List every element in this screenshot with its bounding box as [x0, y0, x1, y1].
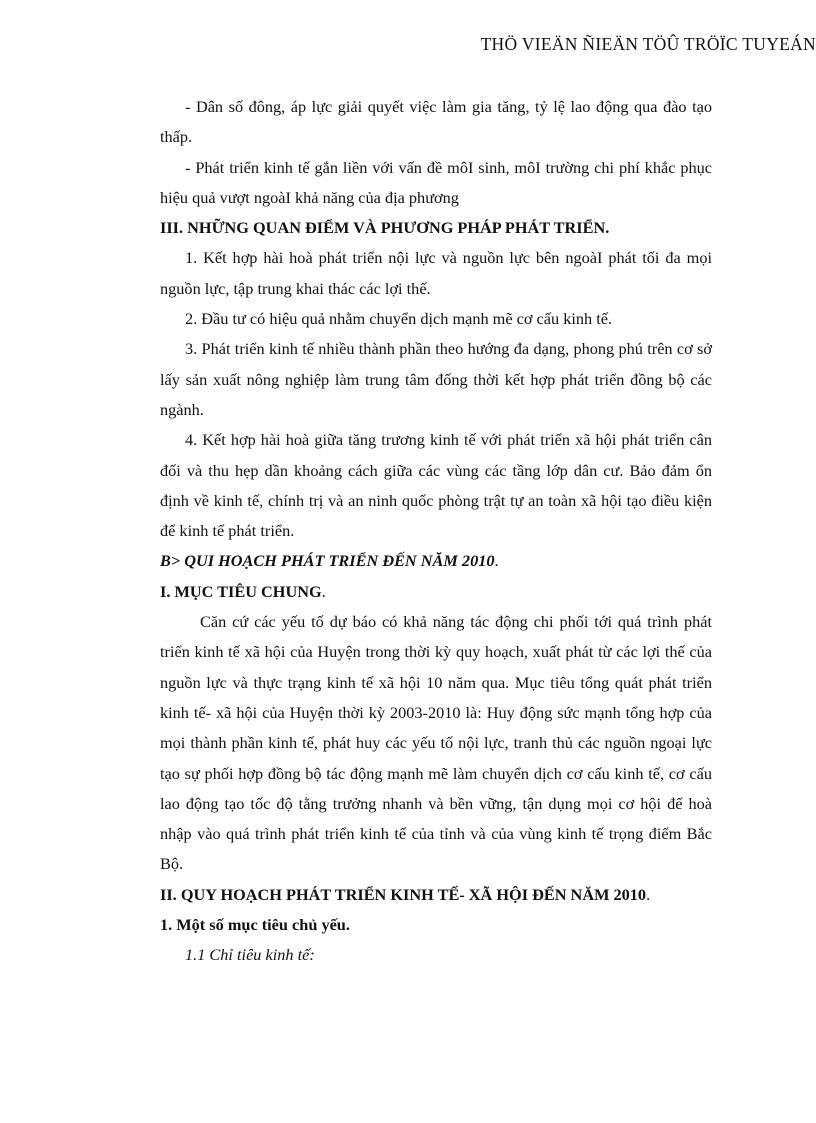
- heading-section-ii-dot: .: [646, 884, 651, 904]
- list-item-1: 1. Kết hợp hài hoà phát triển nội lực và nguồn lực bên ngoàI phát tối đa mọi nguồn lực, tập trung khai thác các lợi thế.: [160, 248, 712, 298]
- heading-section-iii: III. NHỮNG QUAN ĐIỂM VÀ PHƯƠNG PHÁP PHÁT TRIỂN.: [160, 218, 610, 238]
- heading-subsection-1-1: 1.1 Chỉ tiêu kinh tế:: [185, 945, 315, 965]
- heading-section-b-text: B> QUI HOẠCH PHÁT TRIỂN ĐẾN NĂM 2010: [160, 551, 495, 571]
- heading-section-b-dot: .: [494, 551, 499, 571]
- paragraph-population: - Dân số đông, áp lực giải quyết việc làm gia tăng, tỷ lệ lao động qua đào tạo thấp.: [160, 97, 712, 147]
- heading-subsection-1: 1. Một số mục tiêu chủ yếu.: [160, 915, 350, 935]
- paragraph-environment: - Phát triển kinh tế gắn liền với vấn đề môI sinh, môI trường chi phí khắc phục hiệu quả vượt ngoàI khả năng của địa phương: [160, 157, 712, 207]
- heading-section-ii: [160, 880, 712, 910]
- document-body: [160, 92, 712, 971]
- list-item-2: 2. Đầu tư có hiệu quả nhằm chuyển dịch mạnh mẽ cơ cấu kinh tế.: [185, 309, 613, 329]
- list-item-4: 4. Kết hợp hài hoà giữa tăng trương kinh tế với phát triển xã hội phát triển cân đối và thu hẹp dần khoảng cách giữa các vùng các tầng lớp dân cư. Bảo đảm ổn định về kinh tế, chính trị và an ninh quốc phòng trật tự an toàn xã hội tạo điều kiện để kinh tế phát triển.: [160, 430, 712, 541]
- heading-section-b: [160, 546, 712, 576]
- heading-section-i-dot: .: [321, 581, 326, 601]
- page-header: THÖ VIEÄN ÑIEÄN TÖÛ TRÖÏC TUYEÁN: [480, 34, 816, 54]
- list-item-3: 3. Phát triển kinh tế nhiều thành phần theo hướng đa dạng, phong phú trên cơ sở lấy sản xuất nông nghiệp làm trung tâm đống thời kết hợp phát triển đồng bộ các ngành.: [160, 339, 712, 419]
- heading-section-ii-text: II. QUY HOẠCH PHÁT TRIỂN KINH TẾ- XÃ HỘI ĐẾN NĂM 2010: [160, 884, 647, 904]
- heading-section-i-text: I. MỤC TIÊU CHUNG: [160, 581, 322, 601]
- heading-section-i: [160, 577, 712, 607]
- paragraph-general-goal: Căn cứ các yếu tố dự báo có khả năng tác động chi phối tới quá trình phát triển kinh tế xã hội của Huyện trong thời kỳ quy hoạch, xuất phát từ các lợi thế của nguồn lực và thực trạng kinh tế xã hội 10 năm qua. Mục tiêu tổng quát phát triển kinh tế- xã hội của Huyện thời kỳ 2003-2010 là: Huy động sức mạnh tổng hợp của mọi thành phần kinh tế, phát huy các yếu tố nội lực, tranh thủ các nguồn ngoại lực tạo sự phối hợp đồng bộ tác động mạnh mẽ làm chuyển dịch cơ cấu kinh tế, cơ cấu lao động tạo tốc độ tằng trưởng nhanh và bền vững, tận dụng mọi cơ hội để hoà nhập vào quá trình phát triển kinh tế của tỉnh và của vùng kinh tế trọng điểm Bắc Bộ.: [160, 612, 712, 874]
